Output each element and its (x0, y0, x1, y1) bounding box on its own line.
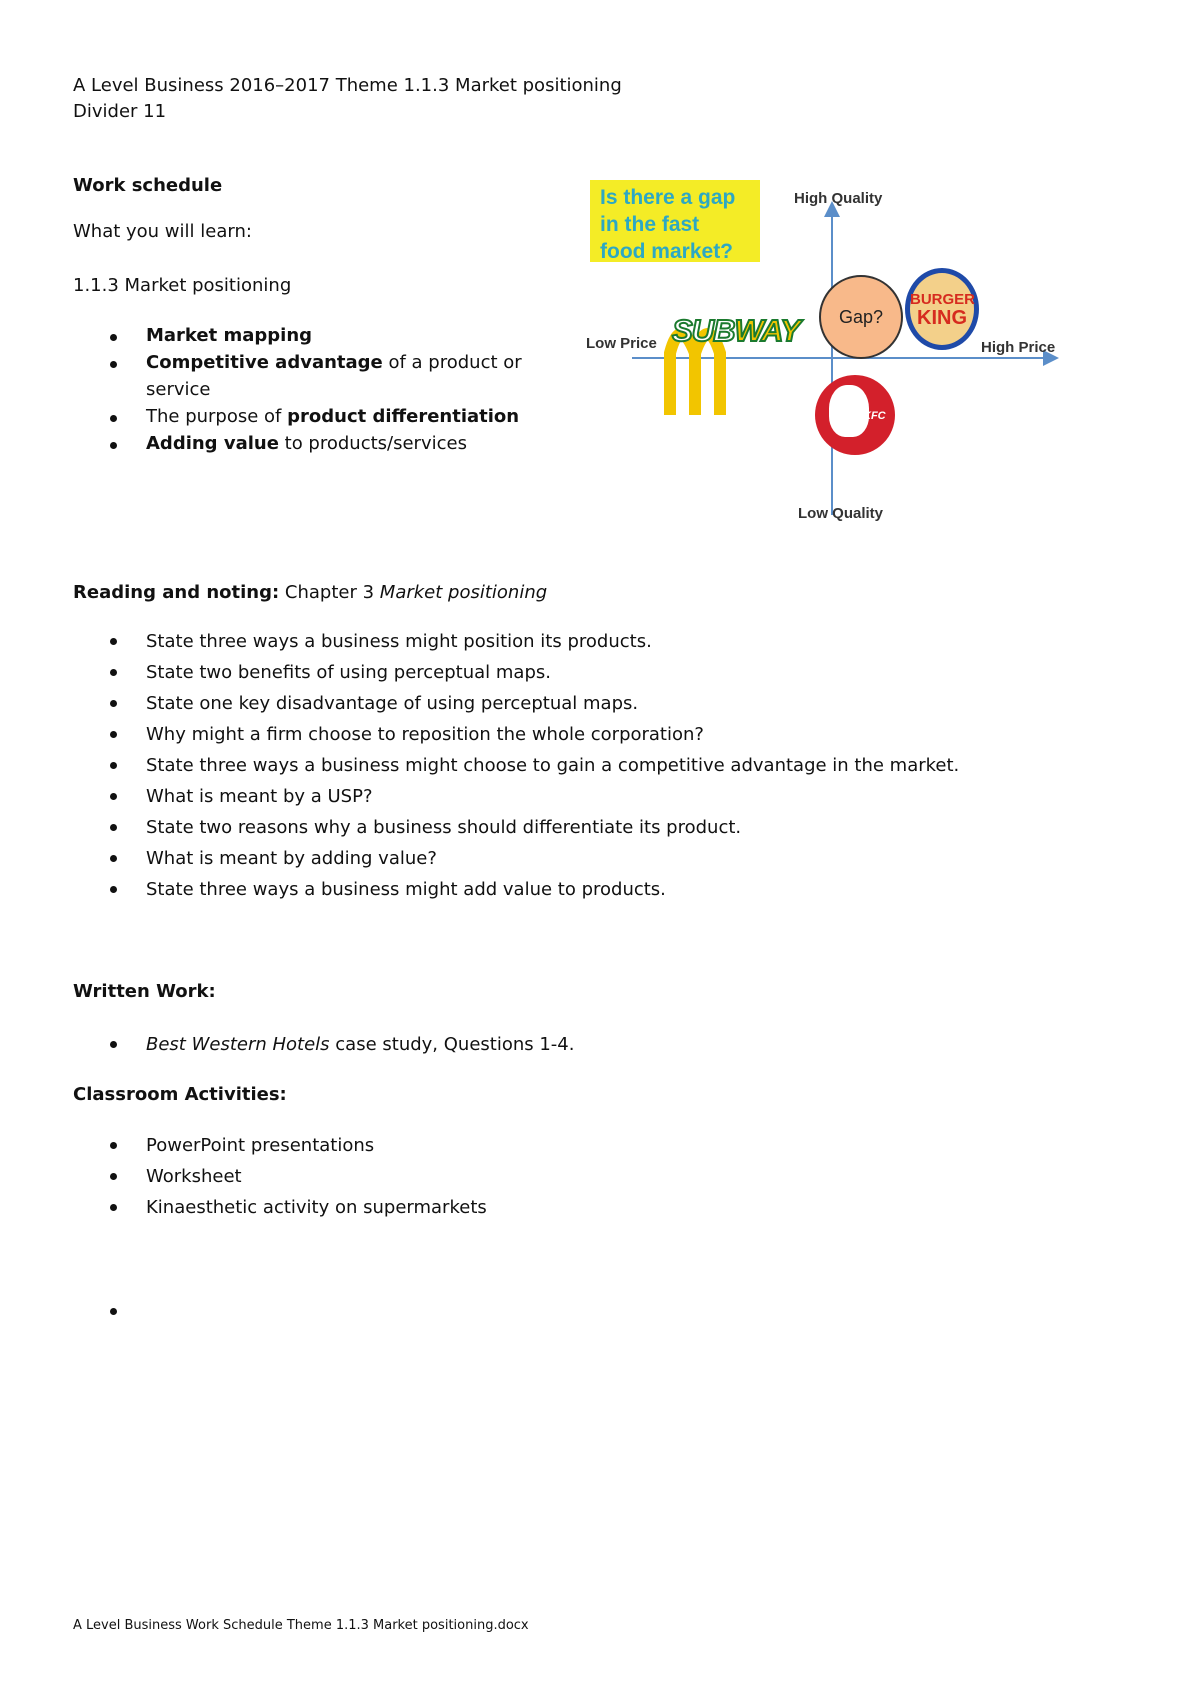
gap-circle: Gap? (819, 275, 903, 359)
list-item (73, 1296, 152, 1327)
list-item: State three ways a business might add value to products. (73, 874, 959, 905)
document-title: A Level Business 2016–2017 Theme 1.1.3 Market positioning (73, 75, 622, 96)
perceptual-map-figure (580, 175, 1080, 535)
kfc-logo: KFC (815, 375, 895, 455)
topic-label: 1.1.3 Market positioning (73, 275, 292, 296)
reading-heading: Reading and noting: Chapter 3 Market positioning (73, 582, 548, 603)
list-item: State two benefits of using perceptual maps. (73, 657, 959, 688)
list-item: The purpose of product differentiation (73, 403, 522, 430)
list-item: Market mapping (73, 322, 522, 349)
list-item: Best Western Hotels case study, Questions 1-4. (73, 1029, 574, 1060)
list-item: State three ways a business might position its products. (73, 626, 959, 657)
reading-list (73, 626, 959, 905)
x-axis-right-label: High Price (981, 339, 1056, 356)
empty-list (73, 1296, 152, 1327)
classroom-list (73, 1130, 487, 1223)
list-item: State two reasons why a business should differentiate its product. (73, 812, 959, 843)
list-item: Why might a firm choose to reposition the whole corporation? (73, 719, 959, 750)
page-footer: A Level Business Work Schedule Theme 1.1.3 Market positioning.docx (73, 1618, 529, 1633)
list-item: Adding value to products/services (73, 430, 522, 457)
written-work-heading: Written Work: (73, 981, 216, 1002)
gap-question-box: Is there a gap in the fast food market? (590, 180, 760, 262)
divider-label: Divider 11 (73, 101, 167, 122)
work-schedule-heading: Work schedule (73, 175, 223, 196)
list-item: State three ways a business might choose to gain a competitive advantage in the market. (73, 750, 959, 781)
subway-logo: SUBWAY (672, 313, 800, 348)
learn-label: What you will learn: (73, 221, 252, 242)
list-item: Competitive advantage of a product or service (73, 349, 522, 403)
classroom-heading: Classroom Activities: (73, 1084, 287, 1105)
list-item: Kinaesthetic activity on supermarkets (73, 1192, 487, 1223)
list-item: PowerPoint presentations (73, 1130, 487, 1161)
written-work-list (73, 1029, 574, 1060)
y-axis-top-label: High Quality (794, 190, 883, 207)
x-axis-left-label: Low Price (586, 335, 657, 352)
list-item: What is meant by a USP? (73, 781, 959, 812)
y-axis-bottom-label: Low Quality (798, 505, 884, 522)
learn-list (73, 322, 522, 457)
list-item: Worksheet (73, 1161, 487, 1192)
list-item: What is meant by adding value? (73, 843, 959, 874)
list-item: State one key disadvantage of using perceptual maps. (73, 688, 959, 719)
burger-king-logo: BURGER KING (905, 268, 979, 350)
